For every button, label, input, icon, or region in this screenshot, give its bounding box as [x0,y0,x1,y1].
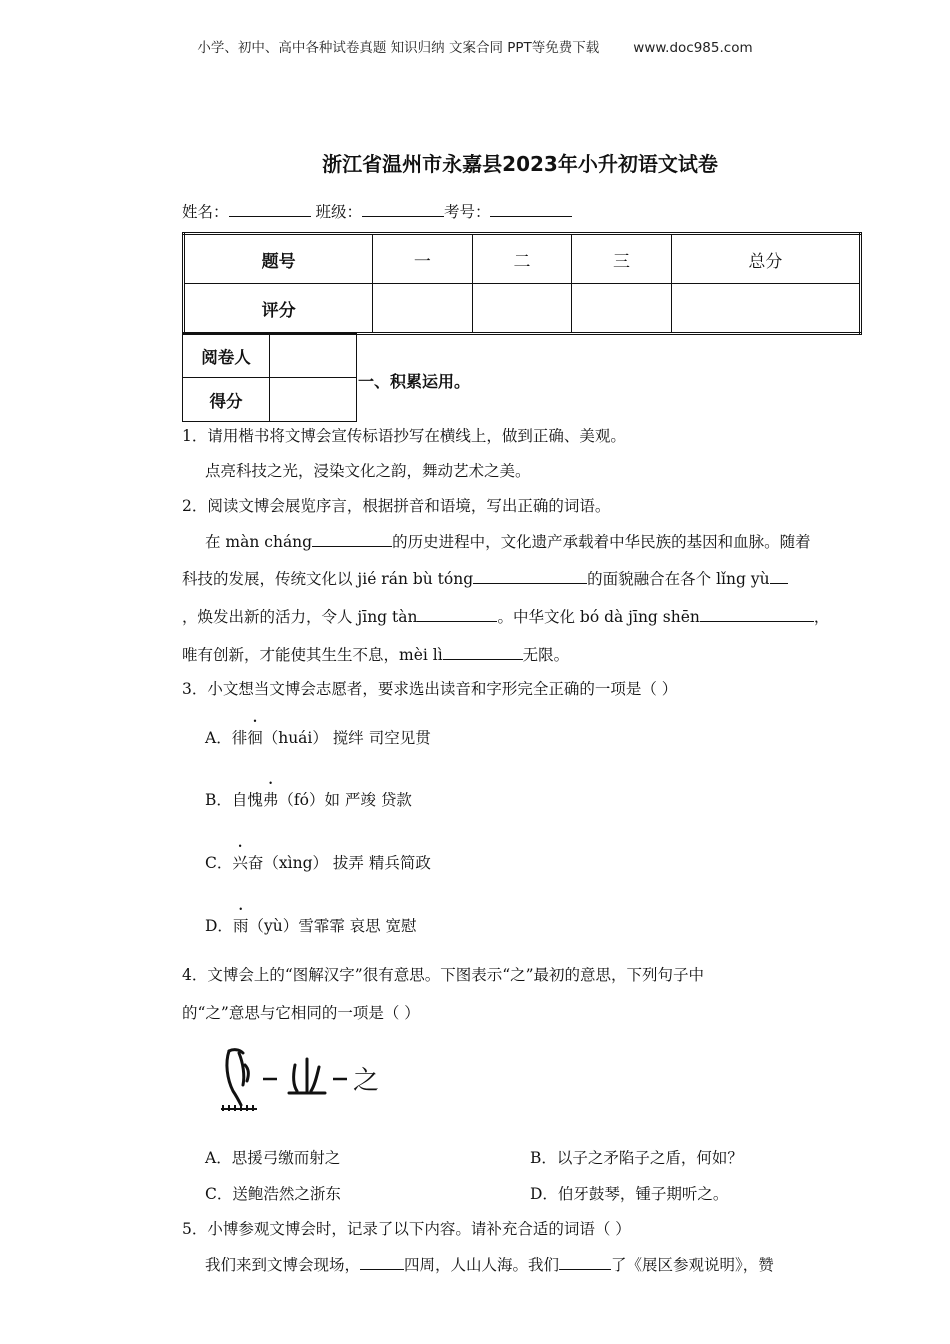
score-label: 得分 [183,378,270,422]
q2-pinyin-5: 唯有创新，才能使其生生不息，mèi lì [182,646,443,664]
section-1-title: 一、积累运用。 [358,372,471,391]
name-field[interactable] [229,202,311,217]
col-total: 总分 [671,234,860,284]
q5-blank-2[interactable] [559,1254,611,1270]
class-field[interactable] [362,202,444,217]
q2-para-line-4 [182,643,569,665]
q5-text-3: 了《展区参观说明》，赞 [611,1256,774,1274]
score-table [182,232,862,335]
q3-c-prefix: C． [205,854,233,872]
student-info [182,200,572,222]
score-cell-2[interactable] [472,284,572,334]
q2-text-2: 的面貌融合在各个 lǐng yù [587,570,770,588]
page-header [0,36,950,56]
q2-blank-6[interactable] [443,644,523,660]
q3-b-rest: （fó）如 严竣 贷款 [278,791,412,809]
q2-pinyin-1: 在 màn cháng [205,533,313,551]
foot-pictograph [227,1050,248,1105]
q3-a-dotted-char: 徊 [247,729,263,747]
exam-title: 浙江省温州市永嘉县2023年小升初语文试卷 [322,152,718,176]
q2-pinyin-3: ，焕发出新的活力，令人 jīng tàn [182,608,418,626]
q4-prompt-line-2: 的“之”意思与它相同的一项是（ ） [182,1004,420,1022]
q2-pinyin-2: 科技的发展，传统文化以 jié rán bù tóng [182,570,474,588]
col-label: 题号 [184,234,373,284]
q4-option-c[interactable]: C．送鲍浩然之浙东 [205,1185,341,1203]
q1-prompt: 1．请用楷书将文博会宣传标语抄写在横线上，做到正确、美观。 [182,427,626,445]
q4-option-a[interactable]: A．思援弓缴而射之 [205,1149,341,1167]
header-url[interactable]: www.doc985.com [633,40,753,56]
q2-pinyin-4: 。中华文化 bó dà jīng shēn [497,608,700,626]
q4-prompt-line-1: 4．文博会上的“图解汉字”很有意思。下图表示“之”最初的意思，下列句子中 [182,966,705,984]
col-1: 一 [373,234,473,284]
zhi-evolution-diagram [215,1045,385,1115]
q5-text-1: 我们来到文博会现场， [205,1256,361,1274]
q3-d-rest: （yù）雪霏霏 哀思 宽慰 [248,917,417,935]
q5-blank-1[interactable] [360,1254,404,1270]
score-cell-3[interactable] [572,284,672,334]
score-header-row [184,234,861,284]
id-field[interactable] [490,202,572,217]
score-cell-total[interactable] [671,284,860,334]
q3-prompt: 3．小文想当文博会志愿者，要求选出读音和字形完全正确的一项是（ ） [182,680,678,698]
col-3: 三 [572,234,672,284]
q2-blank-5[interactable] [700,606,814,622]
class-label: 班级： [315,203,362,221]
col-2: 二 [472,234,572,284]
q2-para-line-1 [205,530,811,552]
q3-a-prefix: A．徘 [205,729,248,747]
q3-option-a[interactable] [205,726,431,748]
q3-a-rest: （huái） 搅绊 司空见贯 [262,729,431,747]
q5-para-line-1 [205,1253,774,1275]
reviewer-label: 阅卷人 [183,334,270,378]
reviewer-table [182,333,357,422]
q3-b-dotted-char: 弗 [262,791,279,809]
q2-prompt: 2．阅读文博会展览序言，根据拼音和语境，写出正确的词语。 [182,497,611,515]
score-cell[interactable] [270,378,357,422]
q2-text-4: 无限。 [522,646,570,664]
q3-option-c[interactable] [205,851,431,873]
reviewer-cell[interactable] [270,334,357,378]
q3-d-prefix: D． [205,917,233,935]
q4-option-d[interactable]: D．伯牙鼓琴，锺子期听之。 [530,1185,729,1203]
id-label: 考号： [443,203,491,221]
q3-option-b[interactable] [205,788,412,810]
q3-c-dotted-char: 兴 [232,854,248,872]
header-text: 小学、初中、高中各种试卷真题 知识归纳 文案合同 PPT等免费下载 [197,40,600,56]
q3-c-rest: 奋（xìng） 拔弄 精兵简政 [247,854,431,872]
q2-text-1: 的历史进程中，文化遗产承载着中华民族的基因和血脉。随着 [392,533,811,551]
final-zhi-character: 之 [353,1066,380,1096]
row-label: 评分 [184,284,373,334]
q2-para-line-3 [182,605,829,627]
q3-b-prefix: B．自愧 [205,791,263,809]
q2-blank-4[interactable] [417,606,497,622]
seal-script-zhi [289,1059,325,1093]
score-cell-1[interactable] [373,284,473,334]
q2-blank-2[interactable] [473,568,587,584]
q1-slogan: 点亮科技之光，浸染文化之韵，舞动艺术之美。 [205,462,531,480]
q2-blank-3[interactable] [770,568,788,584]
q2-comma: ， [813,608,830,626]
ground-line [221,1105,257,1111]
q5-prompt: 5．小博参观文博会时，记录了以下内容。请补充合适的词语（ ） [182,1220,631,1238]
q2-blank-1[interactable] [312,531,392,547]
q4-option-b[interactable]: B．以子之矛陷子之盾，何如？ [530,1149,743,1167]
name-label: 姓名： [182,203,229,221]
q3-option-d[interactable] [205,914,417,936]
q2-para-line-2 [182,567,788,589]
q3-d-dotted-char: 雨 [232,917,249,935]
score-value-row [184,284,861,334]
q5-text-2: 四周，人山人海。我们 [404,1256,560,1274]
